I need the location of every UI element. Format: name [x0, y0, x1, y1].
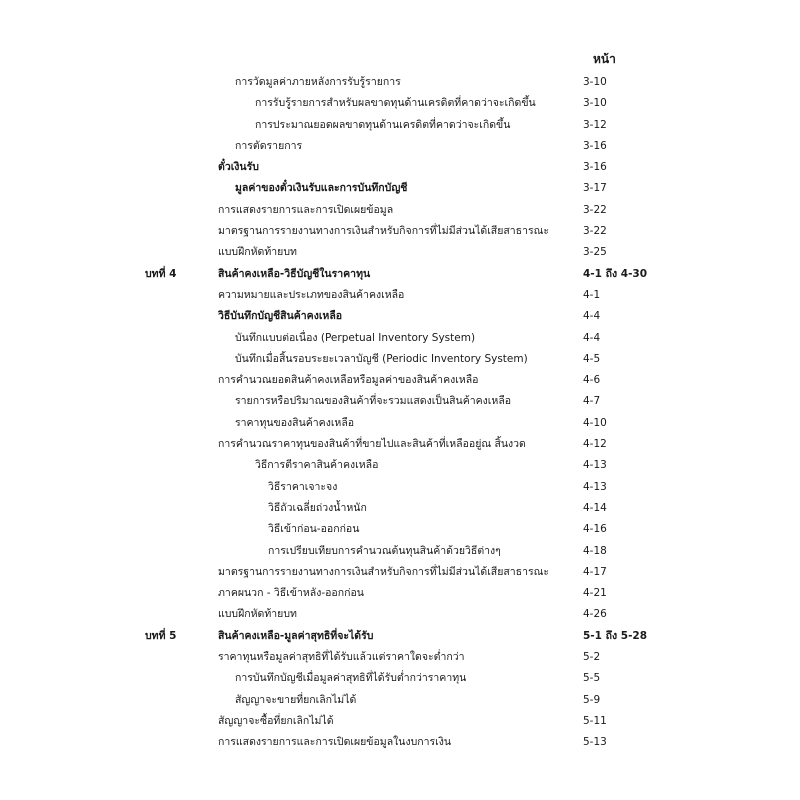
toc-entry-row [0, 136, 800, 157]
toc-entry-title: การแสดงรายการและการเปิดเผยข้อมูล [218, 203, 394, 216]
toc-entry-title: บันทึกเมื่อสิ้นรอบระยะเวลาบัญชี (Periodic Inventory System) [235, 352, 528, 365]
toc-entry-page: 4-16 [583, 523, 607, 536]
toc-entry-page: 4-17 [583, 565, 607, 578]
toc-entry-row [0, 328, 800, 349]
chapter-label: บทที่ 5 [145, 629, 177, 642]
toc-entry-page: 5-5 [583, 672, 601, 685]
toc-entry-page: 3-10 [583, 97, 607, 110]
toc-entry-row [0, 391, 800, 412]
toc-entry-title: วิธีเข้าก่อน-ออกก่อน [268, 523, 360, 536]
toc-entry-title: วิธีราคาเจาะจง [268, 480, 338, 493]
toc-entry-title: มาตรฐานการรายงานทางการเงินสำหรับกิจการที่ไม่มีส่วนได้เสียสาธารณะ [218, 565, 549, 578]
toc-entry-page: 4-13 [583, 459, 607, 472]
toc-entry-page: 4-18 [583, 544, 607, 557]
toc-entry-title: ตั๋วเงินรับ [218, 161, 259, 174]
toc-entry-title: การแสดงรายการและการเปิดเผยข้อมูลในงบการเงิน [218, 736, 452, 749]
toc-entry-title: แบบฝึกหัดท้ายบท [218, 608, 297, 621]
toc-entry-row [0, 732, 800, 753]
toc-entry-page: 3-22 [583, 203, 607, 216]
toc-entry-page: 4-13 [583, 480, 607, 493]
toc-entry-title: การบันทึกบัญชีเมื่อมูลค่าสุทธิที่ได้รับต่ำกว่าราคาทุน [235, 672, 467, 685]
toc-entry-row [0, 370, 800, 391]
toc-entry-row [0, 306, 800, 327]
toc-entry-row [0, 93, 800, 114]
toc-entry-page: 4-1 ถึง 4-30 [583, 267, 648, 280]
toc-entry-row [0, 434, 800, 455]
table-of-contents [0, 72, 800, 754]
toc-entry-title: วิธีการตีราคาสินค้าคงเหลือ [255, 459, 379, 472]
toc-entry-title: วิธีบันทึกบัญชีสินค้าคงเหลือ [218, 310, 343, 323]
toc-entry-row [0, 455, 800, 476]
toc-entry-row [0, 711, 800, 732]
toc-entry-row [0, 157, 800, 178]
toc-entry-title: สัญญาจะขายที่ยกเลิกไม่ได้ [235, 693, 357, 706]
toc-entry-title: สัญญาจะซื้อที่ยกเลิกไม่ได้ [218, 714, 334, 727]
toc-entry-row [0, 541, 800, 562]
toc-entry-page: 3-16 [583, 139, 607, 152]
toc-entry-page: 3-10 [583, 76, 607, 88]
toc-entry-row [0, 604, 800, 625]
toc-entry-page: 3-22 [583, 225, 607, 238]
toc-entry-page: 4-12 [583, 438, 607, 451]
toc-entry-title: การประมาณยอดผลขาดทุนด้านเครดิตที่คาดว่าจะเกิดขึ้น [255, 118, 511, 131]
toc-entry-row [0, 498, 800, 519]
toc-entry-row [0, 221, 800, 242]
toc-entry-page: 3-25 [583, 246, 607, 259]
toc-entry-title: การคำนวณยอดสินค้าคงเหลือหรือมูลค่าของสินค้าคงเหลือ [218, 374, 479, 387]
toc-entry-page: 5-2 [583, 651, 601, 664]
toc-entry-row [0, 583, 800, 604]
toc-entry-title: การวัดมูลค่าภายหลังการรับรู้รายการ [235, 76, 401, 88]
toc-entry-page: 4-14 [583, 501, 607, 514]
toc-entry-title: บันทึกแบบต่อเนื่อง (Perpetual Inventory System) [235, 331, 476, 344]
toc-entry-title: วิธีถัวเฉลี่ยถ่วงน้ำหนัก [268, 501, 367, 514]
toc-entry-row [0, 413, 800, 434]
toc-entry-title: มาตรฐานการรายงานทางการเงินสำหรับกิจการที่ไม่มีส่วนได้เสียสาธารณะ [218, 225, 549, 238]
toc-entry-row [0, 349, 800, 370]
toc-entry-title: ภาคผนวก - วิธีเข้าหลัง-ออกก่อน [218, 587, 364, 600]
toc-entry-page: 4-1 [583, 288, 601, 301]
toc-entry-row [0, 285, 800, 306]
toc-entry-title: ความหมายและประเภทของสินค้าคงเหลือ [218, 288, 405, 301]
toc-entry-page: 4-5 [583, 352, 601, 365]
toc-entry-title: ราคาทุนหรือมูลค่าสุทธิที่ได้รับแล้วแต่ราคาใดจะต่ำกว่า [218, 651, 465, 664]
toc-entry-row [0, 242, 800, 263]
toc-entry-row [0, 72, 800, 93]
toc-entry-title: การรับรู้รายการสำหรับผลขาดทุนด้านเครดิตที่คาดว่าจะเกิดขึ้น [255, 97, 536, 110]
toc-entry-row [0, 178, 800, 199]
toc-entry-page: 3-12 [583, 118, 607, 131]
toc-entry-page: 5-9 [583, 693, 601, 706]
toc-entry-title: สินค้าคงเหลือ-วิธีบัญชีในราคาทุน [218, 267, 371, 280]
toc-entry-title: การคำนวณราคาทุนของสินค้าที่ขายไปและสินค้าที่เหลืออยู่ณ สิ้นงวด [218, 438, 526, 451]
chapter-label: บทที่ 4 [145, 267, 177, 280]
toc-entry-page: 3-16 [583, 161, 607, 174]
toc-entry-page: 3-17 [583, 182, 607, 195]
toc-entry-row [0, 690, 800, 711]
toc-entry-page: 4-10 [583, 416, 607, 429]
toc-entry-title: การเปรียบเทียบการคำนวณต้นทุนสินค้าด้วยวิธีต่างๆ [268, 544, 501, 557]
toc-entry-title: ราคาทุนของสินค้าคงเหลือ [235, 416, 355, 429]
toc-entry-title: มูลค่าของตั๋วเงินรับและการบันทึกบัญชี [235, 182, 408, 195]
toc-chapter-row [0, 626, 800, 647]
toc-entry-page: 4-4 [583, 331, 601, 344]
toc-entry-row [0, 115, 800, 136]
toc-entry-title: การตัดรายการ [235, 139, 303, 152]
toc-entry-page: 4-7 [583, 395, 601, 408]
toc-entry-page: 4-4 [583, 310, 601, 323]
toc-entry-row [0, 200, 800, 221]
toc-entry-page: 4-21 [583, 587, 607, 600]
toc-entry-page: 4-26 [583, 608, 607, 621]
toc-entry-row [0, 477, 800, 498]
toc-chapter-row [0, 264, 800, 285]
toc-entry-title: สินค้าคงเหลือ-มูลค่าสุทธิที่จะได้รับ [218, 629, 374, 642]
toc-entry-page: 5-1 ถึง 5-28 [583, 629, 648, 642]
toc-entry-title: รายการหรือปริมาณของสินค้าที่จะรวมแสดงเป็นสินค้าคงเหลือ [235, 395, 512, 408]
toc-entry-row [0, 647, 800, 668]
toc-entry-page: 5-13 [583, 736, 607, 749]
toc-entry-page: 4-6 [583, 374, 601, 387]
toc-entry-title: แบบฝึกหัดท้ายบท [218, 246, 297, 259]
toc-entry-row [0, 562, 800, 583]
toc-entry-row [0, 668, 800, 689]
toc-entry-page: 5-11 [583, 714, 607, 727]
toc-entry-row [0, 519, 800, 540]
page-column-header: หน้า [593, 52, 616, 66]
